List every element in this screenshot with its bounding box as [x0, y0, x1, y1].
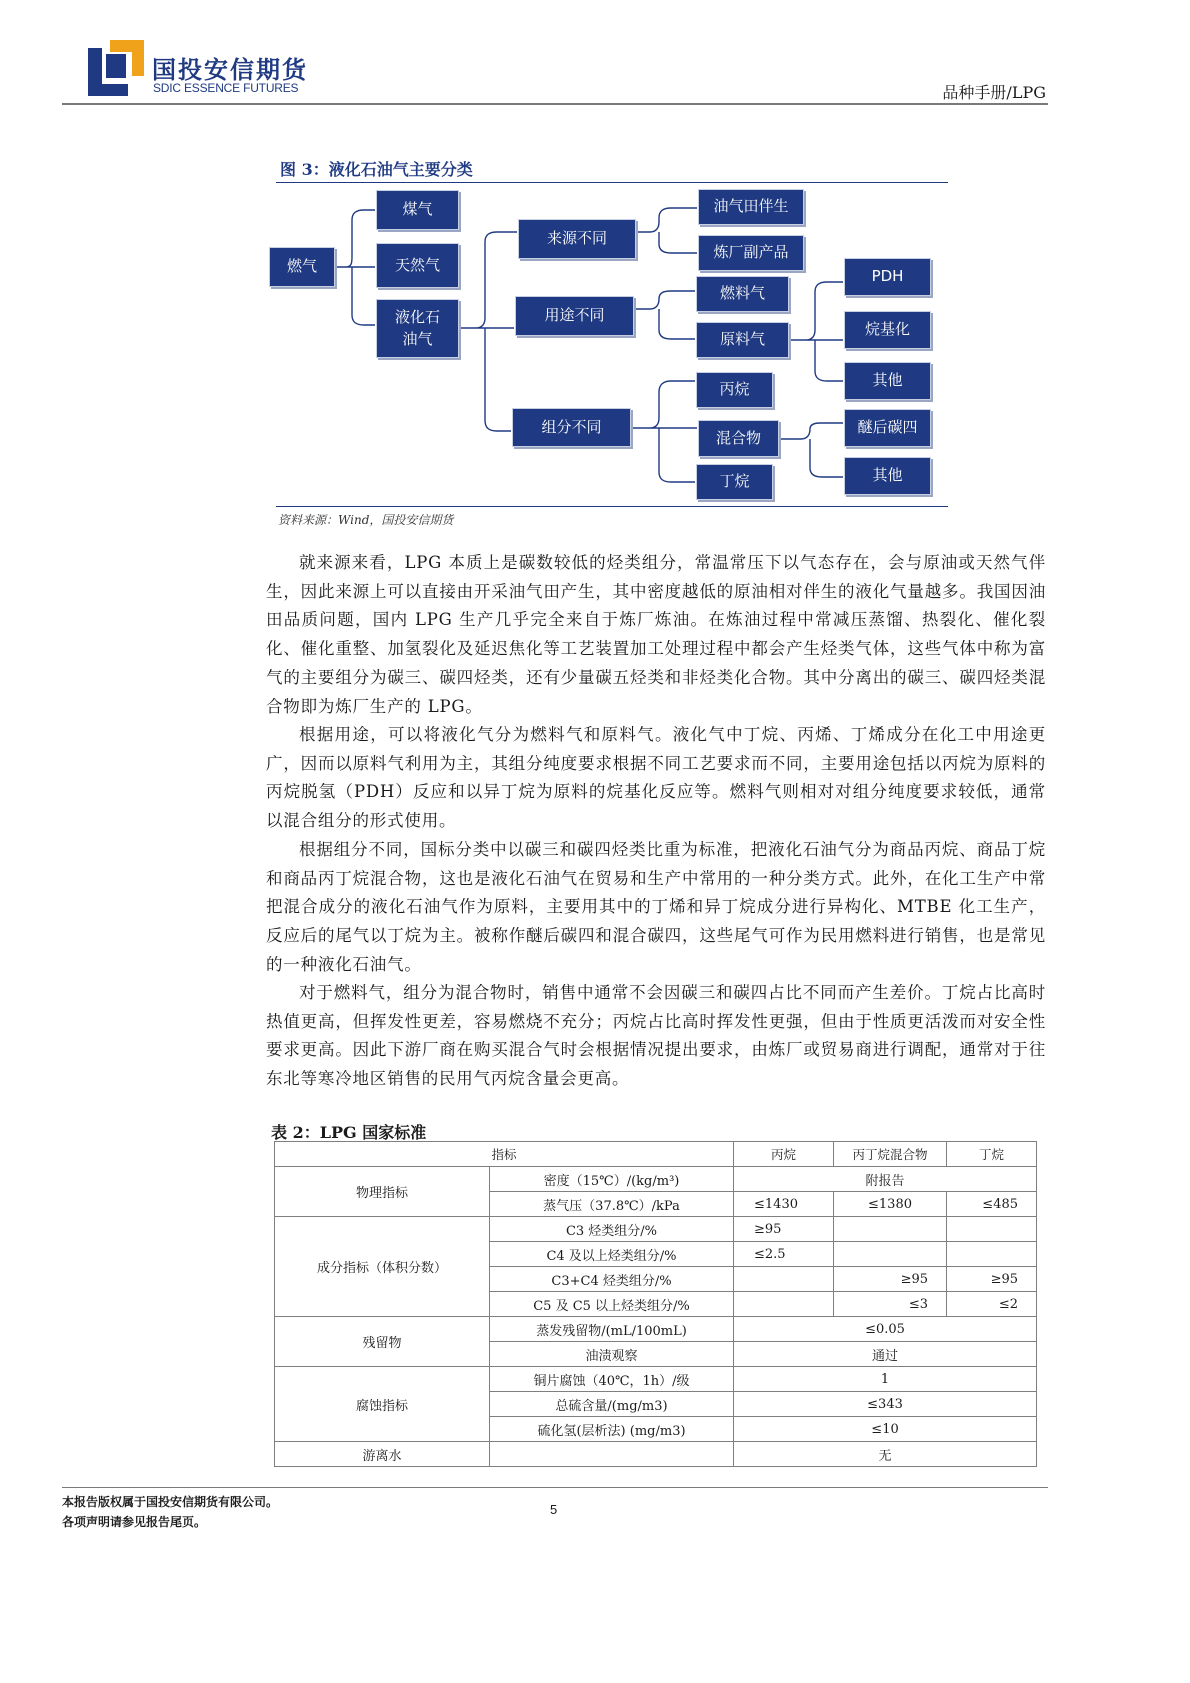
value-vapor-pressure-propane: ≤1430	[734, 1192, 834, 1217]
node-gas: 燃气	[269, 247, 335, 287]
value-total-sulfur: ≤343	[734, 1392, 1037, 1417]
table-row	[275, 1167, 1037, 1192]
node-feed-gas: 原料气	[696, 322, 789, 358]
figure-bottom-rule	[276, 506, 948, 507]
row-label-oil-stain: 油渍观察	[490, 1342, 734, 1367]
value-h2s: ≤10	[734, 1417, 1037, 1442]
table-title: 表 2：LPG 国家标准	[271, 1123, 427, 1142]
lpg-standard-table	[274, 1141, 1037, 1467]
node-coal-gas: 煤气	[376, 190, 459, 230]
table-row	[275, 1317, 1037, 1342]
node-mixture: 混合物	[698, 420, 779, 457]
figure-source: 资料来源：Wind，国投安信期货	[278, 513, 454, 527]
header-butane: 丁烷	[947, 1142, 1037, 1167]
copyright-notice: 本报告版权属于国投安信期货有限公司。	[62, 1495, 279, 1509]
node-lpg: 液化石油气	[376, 299, 459, 358]
node-other-feed: 其他	[844, 362, 931, 400]
value-c3-propane: ≥95	[734, 1217, 834, 1242]
value-c5plus-butane: ≤2	[947, 1292, 1037, 1317]
row-label-c4plus: C4 及以上烃类组分/%	[490, 1242, 734, 1267]
value-free-water: 无	[734, 1442, 1037, 1467]
group-residue: 残留物	[275, 1317, 490, 1367]
figure-title: 图 3：液化石油气主要分类	[280, 160, 473, 179]
group-composition: 成分指标（体积分数）	[275, 1217, 490, 1317]
value-density: 附报告	[734, 1167, 1037, 1192]
row-label-density: 密度（15℃）/(kg/m³)	[490, 1167, 734, 1192]
row-label-copper-strip: 铜片腐蚀（40℃，1h）/级	[490, 1367, 734, 1392]
report-category: 品种手册/LPG	[942, 83, 1046, 102]
page-number: 5	[550, 1502, 558, 1517]
value-c4plus-propane: ≤2.5	[734, 1242, 834, 1267]
disclaimer-notice: 各项声明请参见报告尾页。	[62, 1515, 207, 1529]
company-name-en: SDIC ESSENCE FUTURES	[153, 81, 299, 95]
row-label-c3c4: C3+C4 烃类组分/%	[490, 1267, 734, 1292]
value-oil-stain: 通过	[734, 1342, 1037, 1367]
value-vapor-pressure-mixture: ≤1380	[834, 1192, 947, 1217]
row-label-evap-residue: 蒸发残留物/(mL/100mL)	[490, 1317, 734, 1342]
value-c3c4-mixture: ≥95	[834, 1267, 947, 1292]
table-row	[275, 1442, 1037, 1467]
node-refinery-byproduct: 炼厂副产品	[698, 235, 804, 271]
group-free-water: 游离水	[275, 1442, 490, 1467]
node-fuel-gas: 燃料气	[696, 276, 789, 312]
node-associated-gas: 油气田伴生	[698, 189, 804, 225]
table-row	[275, 1367, 1037, 1392]
node-other-mixture: 其他	[844, 457, 931, 495]
value-c5plus-mixture: ≤3	[834, 1292, 947, 1317]
node-propane: 丙烷	[696, 372, 773, 408]
table-header-row	[275, 1142, 1037, 1167]
paragraph-use: 根据用途，可以将液化气分为燃料气和原料气。液化气中丁烷、丙烯、丁烯成分在化工中用途更广，因而以原料气利用为主，其组分纯度要求根据不同工艺要求而不同，主要用途包括以丙烷为原料的丙烷脱氢（PDH）反应和以异丁烷为原料的烷基化反应等。燃料气则相对对组分纯度要求较低，通常以混合组分的形式使用。	[266, 725, 1046, 831]
header-indicator: 指标	[275, 1142, 734, 1167]
row-label-h2s: 硫化氢(层析法) (mg/m3)	[490, 1417, 734, 1442]
paragraph-source: 就来源来看，LPG 本质上是碳数较低的烃类组分，常温常压下以气态存在，会与原油或天然气伴生，因此来源上可以直接由开采油气田产生，其中密度越低的原油相对伴生的液化气量越多。我国因油田品质问题，国内 LPG 生产几乎完全来自于炼厂炼油。在炼油过程中常减压蒸馏、热裂化、催化裂化、催化重整、加氢裂化及延迟焦化等工艺装置加工处理过程中都会产生烃类气体，这些气体中称为富气的主要组分为碳三、碳四烃类，还有少量碳五烃类和非烃类化合物。其中分离出的碳三、碳四烃类混合物即为炼厂生产的 LPG。	[266, 553, 1046, 716]
paragraph-component: 根据组分不同，国标分类中以碳三和碳四烃类比重为标准，把液化石油气分为商品丙烷、商品丁烷和商品丙丁烷混合物，这也是液化石油气在贸易和生产中常用的一种分类方式。此外，在化工生产中常把混合成分的液化石油气作为原料，主要用其中的丁烯和异丁烷成分进行异构化、MTBE 化工生产，反应后的尾气以丁烷为主。被称作醚后碳四和混合碳四，这些尾气可作为民用燃料进行销售，也是常见的一种液化石油气。	[266, 840, 1046, 974]
node-by-source: 来源不同	[518, 219, 636, 259]
value-c3c4-butane: ≥95	[947, 1267, 1037, 1292]
value-evap-residue: ≤0.05	[734, 1317, 1037, 1342]
paragraph-fuel-gas: 对于燃料气，组分为混合物时，销售中通常不会因碳三和碳四占比不同而产生差价。丁烷占比高时热值更高，但挥发性更差，容易燃烧不充分；丙烷占比高时挥发性更强，但由于性质更活泼而对安全性要求更高。因此下游厂商在购买混合气时会根据情况提出要求，由炼厂或贸易商进行调配，通常对于往东北等寒冷地区销售的民用气丙烷含量会更高。	[266, 983, 1046, 1089]
value-copper-strip: 1	[734, 1367, 1037, 1392]
header-propane: 丙烷	[734, 1142, 834, 1167]
node-ether-c4: 醚后碳四	[844, 409, 931, 447]
value-vapor-pressure-butane: ≤485	[947, 1192, 1037, 1217]
table-row	[275, 1217, 1037, 1242]
row-label-c3: C3 烃类组分/%	[490, 1217, 734, 1242]
node-by-component: 组分不同	[512, 408, 631, 447]
group-corrosion: 腐蚀指标	[275, 1367, 490, 1442]
row-label-vapor-pressure: 蒸气压（37.8℃）/kPa	[490, 1192, 734, 1217]
header-mixture: 丙丁烷混合物	[834, 1142, 947, 1167]
company-name-cn: 国投安信期货	[152, 56, 308, 84]
row-label-total-sulfur: 总硫含量/(mg/m3)	[490, 1392, 734, 1417]
node-alkylation: 烷基化	[844, 311, 931, 349]
node-pdh: PDH	[844, 258, 931, 296]
footer-divider	[62, 1487, 1048, 1488]
node-natural-gas: 天然气	[376, 243, 459, 288]
node-butane: 丁烷	[696, 464, 773, 500]
group-physical: 物理指标	[275, 1167, 490, 1217]
row-label-c5plus: C5 及 C5 以上烃类组分/%	[490, 1292, 734, 1317]
node-by-use: 用途不同	[515, 296, 634, 336]
